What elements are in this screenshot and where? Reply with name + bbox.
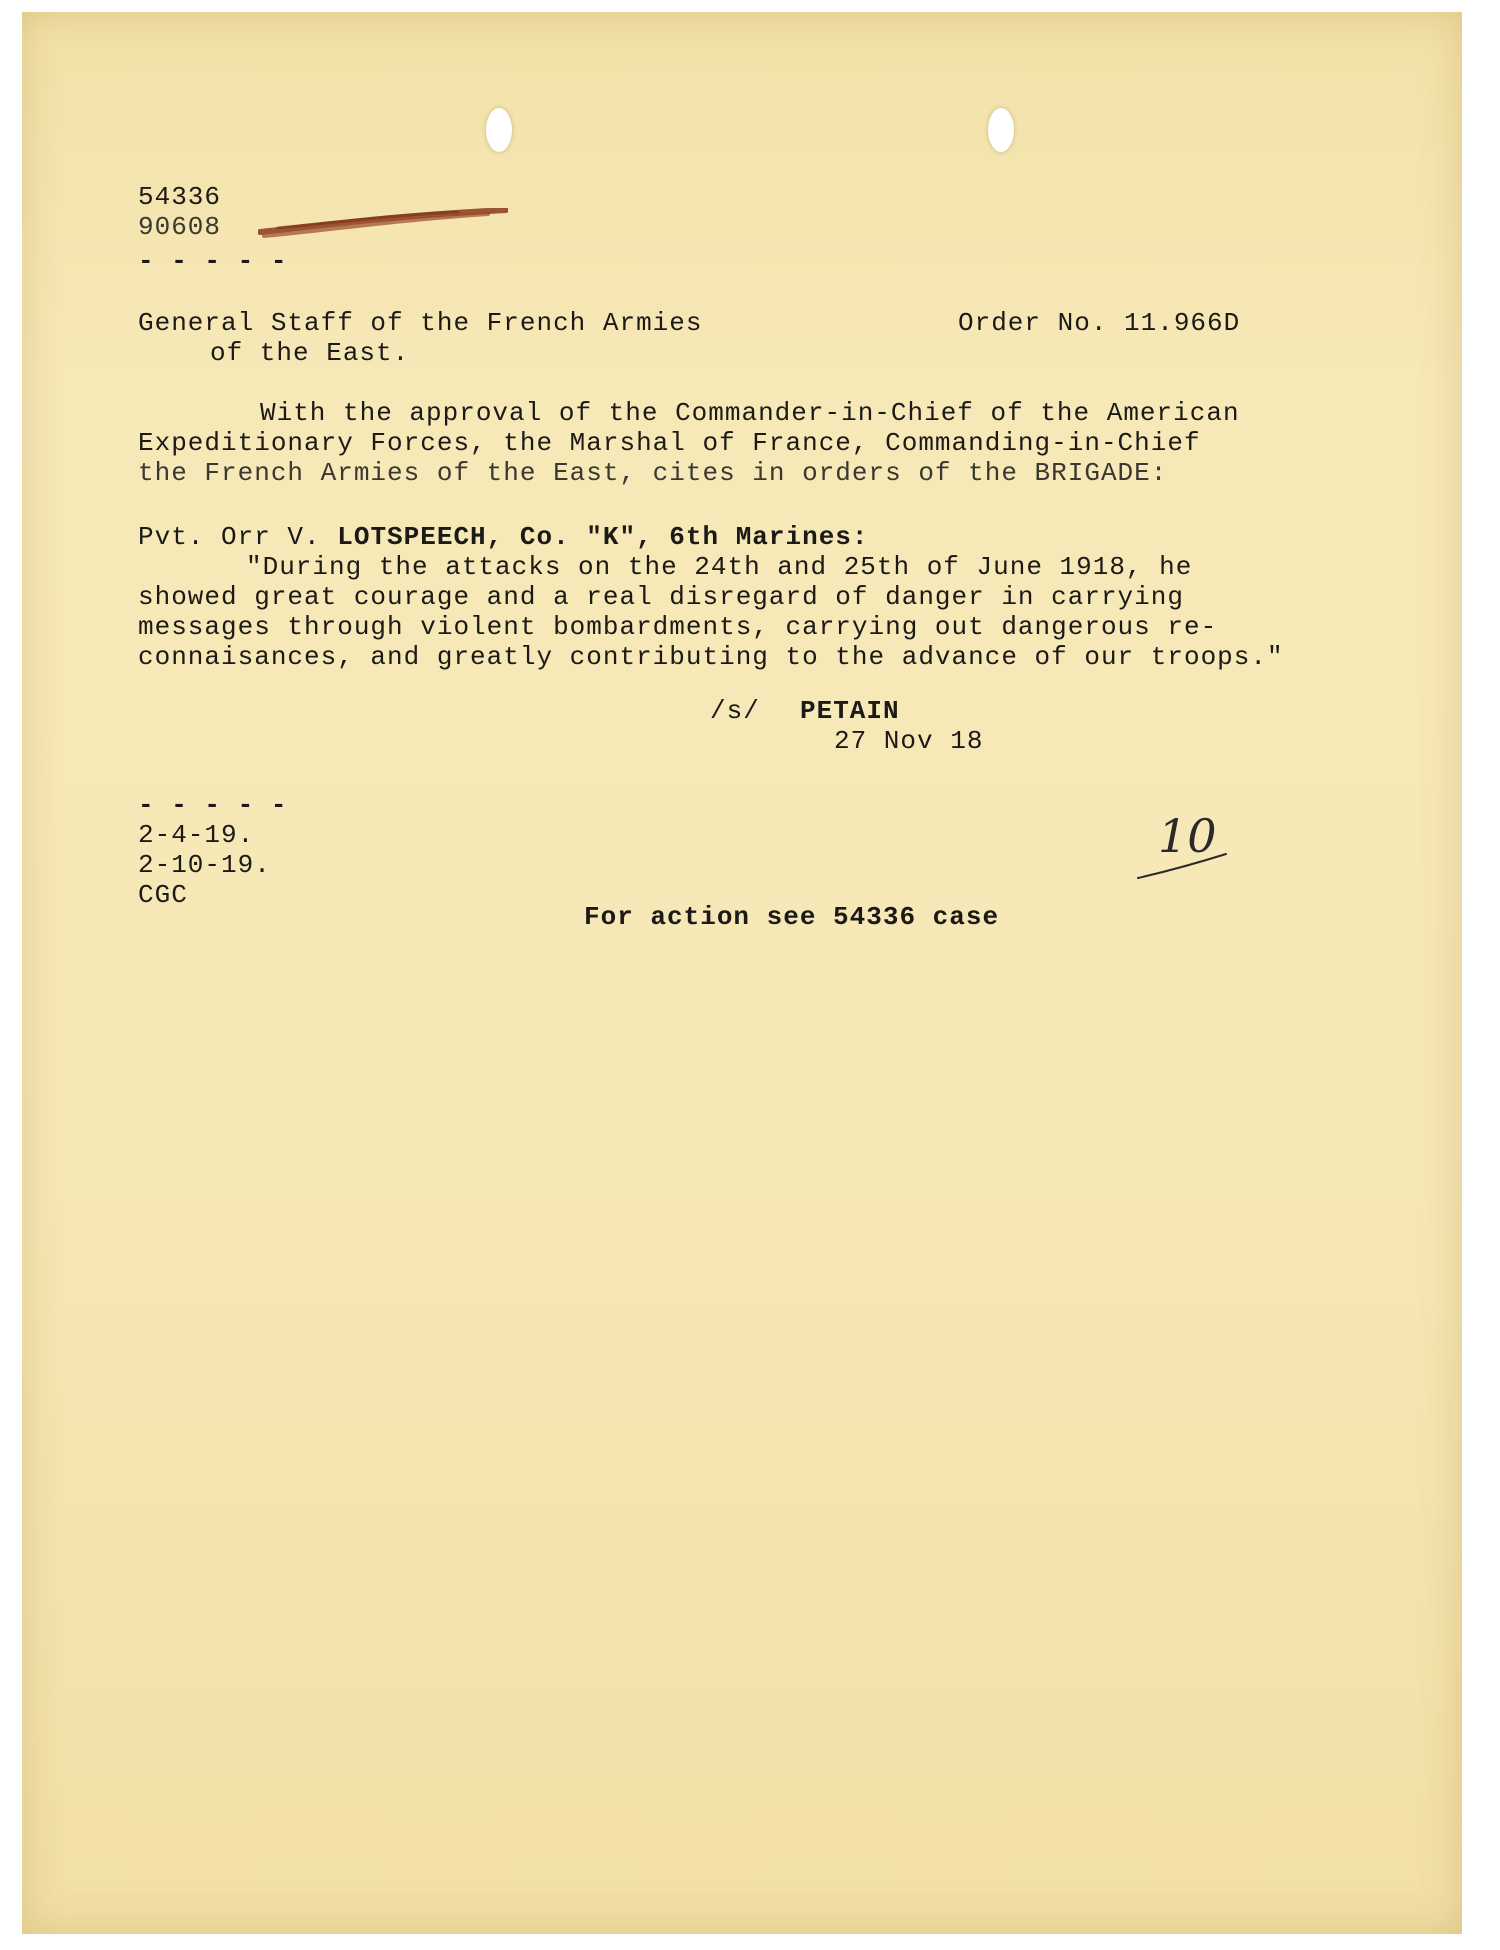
citation-line-4: connaisances, and greatly contributing to the advance of our troops." bbox=[138, 642, 1284, 672]
intro-line-1: With the approval of the Commander-in-Chief of the American bbox=[260, 398, 1240, 428]
order-number: Order No. 11.966D bbox=[958, 308, 1241, 338]
citation-heading bbox=[138, 522, 869, 553]
intro-line-3: the French Armies of the East, cites in orders of the BRIGADE: bbox=[138, 458, 1168, 488]
org-line-1: General Staff of the French Armies bbox=[138, 308, 703, 338]
handwritten-number-10 bbox=[1134, 804, 1246, 886]
citation-line-2: showed great courage and a real disregard of danger in carrying bbox=[138, 582, 1184, 612]
document-page bbox=[22, 12, 1462, 1934]
footer-date-1: 2-4-19. bbox=[138, 820, 255, 850]
separator-bottom: - - - - - bbox=[138, 790, 288, 820]
citation-line-3: messages through violent bombardments, carrying out dangerous re- bbox=[138, 612, 1218, 642]
signature-mark: /s/ bbox=[710, 696, 760, 726]
punch-hole-right bbox=[988, 108, 1014, 152]
citation-line-1: "During the attacks on the 24th and 25th of June 1918, he bbox=[246, 552, 1193, 582]
signature-name: PETAIN bbox=[800, 696, 900, 726]
action-note: For action see 54336 case bbox=[584, 902, 1000, 932]
citation-name: LOTSPEECH, Co. "K", 6th Marines: bbox=[337, 522, 869, 552]
file-number-second: 90608 bbox=[138, 212, 222, 242]
footer-initials: CGC bbox=[138, 880, 188, 910]
red-pencil-scribble bbox=[258, 208, 508, 240]
punch-hole-left bbox=[486, 108, 512, 152]
org-line-2: of the East. bbox=[210, 338, 410, 368]
footer-date-2: 2-10-19. bbox=[138, 850, 271, 880]
separator-top: - - - - - bbox=[138, 246, 288, 276]
file-number-top: 54336 bbox=[138, 182, 222, 212]
intro-line-2: Expeditionary Forces, the Marshal of France, Commanding-in-Chief bbox=[138, 428, 1201, 458]
citation-prefix: Pvt. Orr V. bbox=[138, 522, 338, 552]
handwritten-number-text: 10 bbox=[1158, 809, 1217, 863]
signature-date: 27 Nov 18 bbox=[834, 726, 984, 756]
